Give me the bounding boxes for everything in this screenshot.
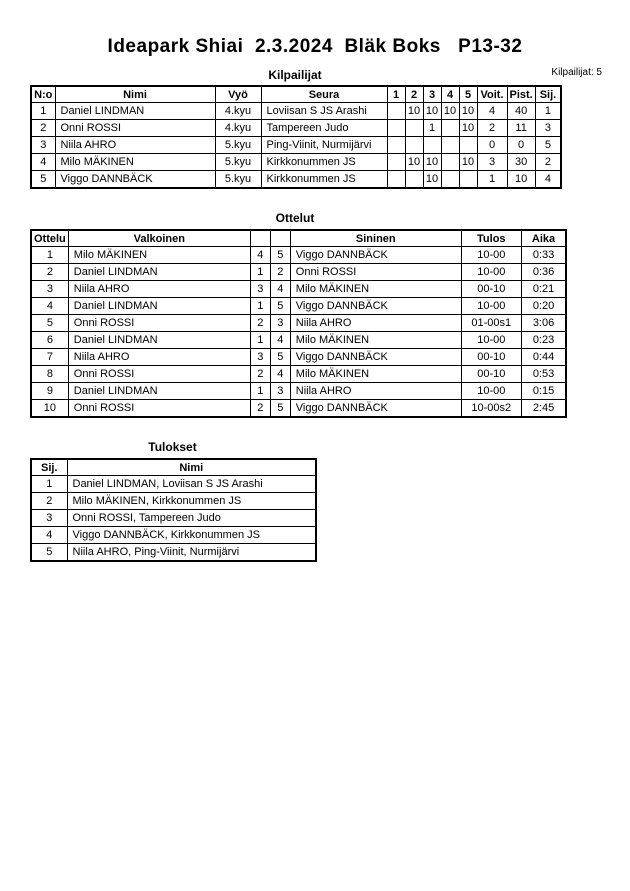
cell-time: 0:36 <box>521 264 566 281</box>
cell-score-5: 10 <box>459 154 477 171</box>
cell-blue-name: Viggo DANNBÄCK <box>290 247 461 264</box>
competitors-table <box>30 85 562 189</box>
cell-match-no: 5 <box>31 315 68 332</box>
header-white: Valkoinen <box>68 230 250 247</box>
cell-blue-name: Viggo DANNBÄCK <box>290 400 461 418</box>
competitor-count-label: Kilpailijat: 5 <box>551 67 602 78</box>
cell-blue-no: 5 <box>270 298 290 315</box>
cell-time: 0:20 <box>521 298 566 315</box>
header-belt: Vyö <box>215 86 261 103</box>
cell-result-place: 3 <box>31 510 67 527</box>
cell-name: Milo MÄKINEN <box>55 154 215 171</box>
results-section-title: Tulokset <box>148 440 197 454</box>
cell-score-1 <box>387 103 405 120</box>
cell-score-4 <box>441 154 459 171</box>
cell-blue-name: Onni ROSSI <box>290 264 461 281</box>
cell-place: 4 <box>535 171 561 189</box>
cell-points: 40 <box>507 103 535 120</box>
cell-no: 1 <box>31 103 55 120</box>
cell-name: Daniel LINDMAN <box>55 103 215 120</box>
page-title: Ideapark Shiai 2.3.2024 Bläk Boks P13-32 <box>107 36 523 57</box>
cell-score-5 <box>459 171 477 189</box>
cell-no: 2 <box>31 120 55 137</box>
header-time: Aika <box>521 230 566 247</box>
cell-score-3 <box>423 137 441 154</box>
competitor-row <box>31 137 561 154</box>
cell-result-place: 5 <box>31 544 67 562</box>
cell-result: 00-10 <box>461 366 521 383</box>
cell-blue-no: 4 <box>270 332 290 349</box>
cell-points: 0 <box>507 137 535 154</box>
cell-match-no: 7 <box>31 349 68 366</box>
cell-score-4 <box>441 120 459 137</box>
cell-white-name: Daniel LINDMAN <box>68 383 250 400</box>
cell-score-1 <box>387 120 405 137</box>
cell-score-5: 10 <box>459 120 477 137</box>
cell-white-name: Niila AHRO <box>68 281 250 298</box>
match-row <box>31 383 566 400</box>
cell-blue-no: 2 <box>270 264 290 281</box>
cell-name: Onni ROSSI <box>55 120 215 137</box>
cell-blue-no: 3 <box>270 315 290 332</box>
cell-score-3: 10 <box>423 171 441 189</box>
cell-place: 5 <box>535 137 561 154</box>
match-row <box>31 349 566 366</box>
header-white-no <box>250 230 270 247</box>
cell-points: 10 <box>507 171 535 189</box>
match-row <box>31 247 566 264</box>
cell-white-no: 2 <box>250 315 270 332</box>
match-row <box>31 315 566 332</box>
cell-result-name: Daniel LINDMAN, Loviisan S JS Arashi <box>67 476 316 493</box>
cell-score-2 <box>405 171 423 189</box>
cell-score-4: 10 <box>441 103 459 120</box>
cell-time: 3:06 <box>521 315 566 332</box>
cell-result-place: 2 <box>31 493 67 510</box>
cell-club: Kirkkonummen JS <box>261 171 387 189</box>
cell-belt: 5.kyu <box>215 137 261 154</box>
cell-white-name: Niila AHRO <box>68 349 250 366</box>
header-result-place: Sij. <box>31 459 67 476</box>
header-opp-5: 5 <box>459 86 477 103</box>
result-row <box>31 493 316 510</box>
cell-match-no: 8 <box>31 366 68 383</box>
cell-white-name: Daniel LINDMAN <box>68 264 250 281</box>
cell-match-no: 4 <box>31 298 68 315</box>
cell-result-name: Niila AHRO, Ping-Viinit, Nurmijärvi <box>67 544 316 562</box>
cell-white-name: Onni ROSSI <box>68 400 250 418</box>
cell-time: 0:15 <box>521 383 566 400</box>
cell-result: 01-00s1 <box>461 315 521 332</box>
result-row <box>31 527 316 544</box>
cell-wins: 1 <box>477 171 507 189</box>
results-table <box>30 458 317 562</box>
cell-white-name: Onni ROSSI <box>68 366 250 383</box>
cell-wins: 3 <box>477 154 507 171</box>
cell-blue-name: Niila AHRO <box>290 315 461 332</box>
cell-club: Ping-Viinit, Nurmijärvi <box>261 137 387 154</box>
cell-blue-no: 5 <box>270 349 290 366</box>
cell-place: 3 <box>535 120 561 137</box>
header-club: Seura <box>261 86 387 103</box>
cell-match-no: 1 <box>31 247 68 264</box>
header-result: Tulos <box>461 230 521 247</box>
cell-score-2: 10 <box>405 103 423 120</box>
cell-belt: 4.kyu <box>215 103 261 120</box>
cell-blue-name: Milo MÄKINEN <box>290 366 461 383</box>
cell-name: Niila AHRO <box>55 137 215 154</box>
cell-no: 3 <box>31 137 55 154</box>
cell-name: Viggo DANNBÄCK <box>55 171 215 189</box>
cell-time: 0:23 <box>521 332 566 349</box>
cell-score-2: 10 <box>405 154 423 171</box>
cell-white-no: 1 <box>250 383 270 400</box>
cell-no: 4 <box>31 154 55 171</box>
cell-points: 11 <box>507 120 535 137</box>
cell-white-name: Onni ROSSI <box>68 315 250 332</box>
cell-place: 2 <box>535 154 561 171</box>
cell-score-1 <box>387 137 405 154</box>
cell-result-name: Milo MÄKINEN, Kirkkonummen JS <box>67 493 316 510</box>
header-opp-4: 4 <box>441 86 459 103</box>
cell-club: Loviisan S JS Arashi <box>261 103 387 120</box>
cell-points: 30 <box>507 154 535 171</box>
cell-result: 10-00s2 <box>461 400 521 418</box>
cell-white-no: 1 <box>250 264 270 281</box>
cell-time: 0:53 <box>521 366 566 383</box>
cell-score-2 <box>405 137 423 154</box>
result-row <box>31 476 316 493</box>
cell-result: 00-10 <box>461 349 521 366</box>
header-result-name: Nimi <box>67 459 316 476</box>
cell-white-name: Daniel LINDMAN <box>68 332 250 349</box>
match-row <box>31 281 566 298</box>
cell-belt: 5.kyu <box>215 154 261 171</box>
cell-white-no: 4 <box>250 247 270 264</box>
result-row <box>31 510 316 527</box>
cell-blue-name: Niila AHRO <box>290 383 461 400</box>
competitor-row <box>31 120 561 137</box>
cell-blue-name: Milo MÄKINEN <box>290 332 461 349</box>
cell-match-no: 9 <box>31 383 68 400</box>
result-row <box>31 544 316 562</box>
header-wins: Voit. <box>477 86 507 103</box>
cell-match-no: 10 <box>31 400 68 418</box>
cell-white-no: 3 <box>250 281 270 298</box>
competitor-row <box>31 103 561 120</box>
cell-place: 1 <box>535 103 561 120</box>
match-row <box>31 400 566 418</box>
header-place: Sij. <box>535 86 561 103</box>
competitors-header-row <box>31 86 561 103</box>
header-name: Nimi <box>55 86 215 103</box>
matches-table <box>30 229 567 418</box>
header-no: N:o <box>31 86 55 103</box>
match-row <box>31 298 566 315</box>
matches-section-title: Ottelut <box>275 211 315 225</box>
cell-blue-no: 5 <box>270 400 290 418</box>
cell-wins: 2 <box>477 120 507 137</box>
cell-score-5 <box>459 137 477 154</box>
cell-blue-name: Viggo DANNBÄCK <box>290 298 461 315</box>
matches-header-row <box>31 230 566 247</box>
cell-score-2 <box>405 120 423 137</box>
cell-score-1 <box>387 171 405 189</box>
cell-time: 0:33 <box>521 247 566 264</box>
cell-white-no: 2 <box>250 366 270 383</box>
cell-club: Tampereen Judo <box>261 120 387 137</box>
cell-belt: 5.kyu <box>215 171 261 189</box>
match-row <box>31 366 566 383</box>
cell-white-no: 3 <box>250 349 270 366</box>
cell-result-place: 4 <box>31 527 67 544</box>
competitor-row <box>31 171 561 189</box>
cell-score-3: 10 <box>423 154 441 171</box>
header-points: Pist. <box>507 86 535 103</box>
header-blue-no <box>270 230 290 247</box>
header-match-no: Ottelu <box>31 230 68 247</box>
cell-white-no: 2 <box>250 400 270 418</box>
cell-white-no: 1 <box>250 332 270 349</box>
cell-blue-no: 3 <box>270 383 290 400</box>
cell-result-place: 1 <box>31 476 67 493</box>
cell-blue-no: 4 <box>270 281 290 298</box>
cell-blue-name: Viggo DANNBÄCK <box>290 349 461 366</box>
cell-result: 10-00 <box>461 332 521 349</box>
cell-result: 10-00 <box>461 247 521 264</box>
cell-time: 2:45 <box>521 400 566 418</box>
cell-score-3: 1 <box>423 120 441 137</box>
cell-wins: 4 <box>477 103 507 120</box>
cell-score-1 <box>387 154 405 171</box>
cell-match-no: 3 <box>31 281 68 298</box>
cell-result: 00-10 <box>461 281 521 298</box>
cell-score-4 <box>441 137 459 154</box>
cell-match-no: 6 <box>31 332 68 349</box>
cell-result: 10-00 <box>461 264 521 281</box>
results-header-row <box>31 459 316 476</box>
cell-result-name: Onni ROSSI, Tampereen Judo <box>67 510 316 527</box>
cell-match-no: 2 <box>31 264 68 281</box>
cell-score-4 <box>441 171 459 189</box>
header-opp-1: 1 <box>387 86 405 103</box>
cell-belt: 4.kyu <box>215 120 261 137</box>
competitor-row <box>31 154 561 171</box>
cell-time: 0:21 <box>521 281 566 298</box>
cell-blue-name: Milo MÄKINEN <box>290 281 461 298</box>
cell-blue-no: 5 <box>270 247 290 264</box>
cell-white-name: Daniel LINDMAN <box>68 298 250 315</box>
match-row <box>31 332 566 349</box>
cell-result: 10-00 <box>461 383 521 400</box>
cell-time: 0:44 <box>521 349 566 366</box>
competitors-section-title: Kilpailijat <box>268 68 322 82</box>
cell-score-3: 10 <box>423 103 441 120</box>
cell-blue-no: 4 <box>270 366 290 383</box>
header-opp-3: 3 <box>423 86 441 103</box>
cell-white-name: Milo MÄKINEN <box>68 247 250 264</box>
header-blue: Sininen <box>290 230 461 247</box>
cell-result: 10-00 <box>461 298 521 315</box>
cell-club: Kirkkonummen JS <box>261 154 387 171</box>
cell-result-name: Viggo DANNBÄCK, Kirkkonummen JS <box>67 527 316 544</box>
match-row <box>31 264 566 281</box>
cell-white-no: 1 <box>250 298 270 315</box>
header-opp-2: 2 <box>405 86 423 103</box>
cell-no: 5 <box>31 171 55 189</box>
cell-wins: 0 <box>477 137 507 154</box>
cell-score-5: 10 <box>459 103 477 120</box>
